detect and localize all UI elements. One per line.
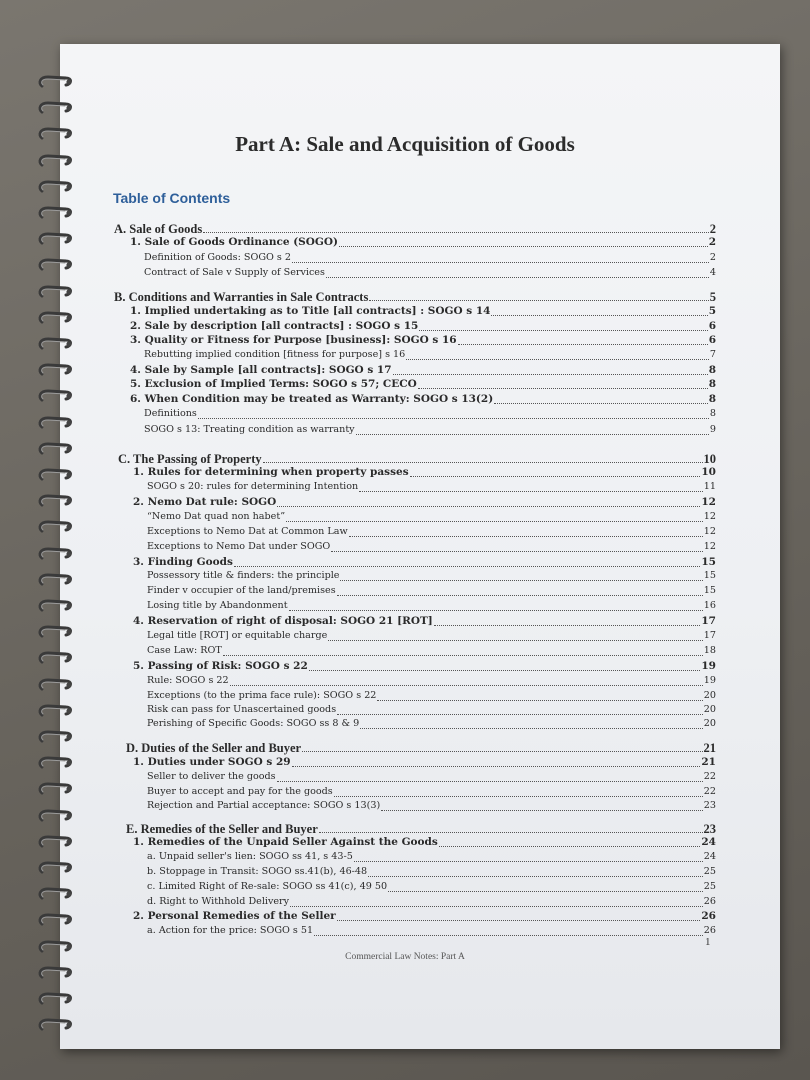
toc-entry-page: 2: [709, 252, 716, 263]
toc-entry: [130, 236, 716, 250]
binding-coil: [36, 415, 76, 429]
toc-leader-dots: [418, 388, 708, 389]
toc-entry: [147, 690, 716, 704]
toc-entry-title: Case Law: ROT: [147, 645, 222, 656]
toc-entry: [133, 910, 716, 924]
binding-coil: [36, 939, 76, 953]
toc-entry-title: B. Conditions and Warranties in Sale Contracts: [114, 290, 369, 304]
toc-entry-page: 23: [703, 800, 716, 811]
toc-entry-page: 15: [703, 585, 716, 596]
binding-coil: [36, 572, 76, 586]
toc-entry: [133, 615, 716, 629]
toc-entry-title: SOGO s 20: rules for determining Intention: [147, 481, 359, 492]
toc-entry-title: Losing title by Abandonment: [147, 600, 288, 611]
toc-leader-dots: [326, 277, 709, 278]
toc-entry-title: SOGO s 13: Treating condition as warranty: [144, 424, 355, 435]
toc-entry-page: 19: [701, 660, 716, 672]
toc-leader-dots: [349, 536, 703, 537]
binding-coil: [36, 703, 76, 717]
toc-leader-dots: [359, 491, 703, 492]
toc-entry-title: 3. Quality or Fitness for Purpose [business]: SOGO s 16: [130, 334, 457, 346]
toc-leader-dots: [277, 506, 700, 507]
toc-entry: [130, 364, 716, 378]
toc-entry-title: 1. Remedies of the Unpaid Seller Against the Goods: [133, 836, 438, 848]
toc-leader-dots: [263, 462, 703, 463]
toc-entry-title: Legal title [ROT] or equitable charge: [147, 630, 328, 641]
toc-entry-page: 21: [703, 741, 716, 755]
toc-entry-title: “Nemo Dat quad non habet”: [147, 511, 286, 522]
binding-coil: [36, 546, 76, 560]
toc-entry-page: 17: [703, 630, 716, 641]
toc-entry-page: 17: [701, 615, 716, 627]
toc-leader-dots: [328, 640, 702, 641]
binding-coil: [36, 231, 76, 245]
binding-coil: [36, 467, 76, 481]
toc-entry: [147, 645, 716, 659]
toc-entry: [130, 393, 716, 407]
toc-entry: [147, 704, 716, 718]
toc-entry-title: 1. Implied undertaking as to Title [all contracts] : SOGO s 14: [130, 305, 491, 317]
binding-coil: [36, 912, 76, 926]
toc-entry: [147, 866, 716, 880]
toc-entry: [126, 822, 716, 836]
toc-heading: Table of Contents: [113, 190, 231, 206]
binding-coil: [36, 519, 76, 533]
binding-coil: [36, 493, 76, 507]
toc-entry-page: 11: [703, 481, 716, 492]
binding-coil: [36, 598, 76, 612]
toc-entry-page: 21: [701, 756, 716, 768]
toc-entry-page: 26: [703, 896, 716, 907]
page-number: 1: [705, 936, 711, 948]
toc-leader-dots: [314, 935, 703, 936]
binding-coil: [36, 1017, 76, 1031]
toc-entry-title: Possessory title & finders: the principle: [147, 570, 340, 581]
toc-entry-title: 5. Passing of Risk: SOGO s 22: [133, 660, 308, 672]
binding-coil: [36, 860, 76, 874]
toc-entry-page: 20: [703, 690, 716, 701]
toc-entry-title: Exceptions (to the prima face rule): SOGO s 22: [147, 690, 377, 701]
toc-entry-title: Definition of Goods: SOGO s 2: [144, 252, 291, 263]
toc-entry-title: Seller to deliver the goods: [147, 771, 276, 782]
toc-entry-title: Definitions: [144, 408, 197, 419]
toc-entry: [147, 800, 716, 814]
toc-entry-title: 2. Personal Remedies of the Seller: [133, 910, 336, 922]
binding-coil: [36, 677, 76, 691]
toc-leader-dots: [230, 685, 703, 686]
toc-leader-dots: [494, 403, 708, 404]
toc-entry: [114, 290, 716, 304]
toc-entry-title: d. Right to Withhold Delivery: [147, 896, 290, 907]
toc-entry: [144, 252, 716, 266]
toc-leader-dots: [381, 810, 703, 811]
page-footer: Commercial Law Notes: Part A: [345, 952, 465, 962]
toc-entry-title: Finder v occupier of the land/premises: [147, 585, 336, 596]
toc-entry-page: 7: [709, 349, 716, 360]
toc-leader-dots: [439, 846, 701, 847]
toc-entry-title: 4. Reservation of right of disposal: SOGO 21 [ROT]: [133, 615, 433, 627]
toc-leader-dots: [234, 566, 700, 567]
toc-leader-dots: [410, 476, 701, 477]
toc-entry-title: Rejection and Partial acceptance: SOGO s 13(3): [147, 800, 381, 811]
toc-entry-page: 9: [709, 424, 716, 435]
toc-entry-page: 24: [701, 836, 716, 848]
toc-entry: [133, 556, 716, 570]
toc-entry-page: 15: [703, 570, 716, 581]
toc-entry-page: 5: [709, 290, 716, 304]
toc-entry-title: a. Action for the price: SOGO s 51: [147, 925, 314, 936]
binding-coil: [36, 441, 76, 455]
toc-entry-page: 12: [701, 496, 716, 508]
binding-coil: [36, 650, 76, 664]
toc-leader-dots: [354, 861, 703, 862]
toc-entry-title: Exceptions to Nemo Dat under SOGO: [147, 541, 331, 552]
toc-leader-dots: [203, 232, 709, 233]
toc-entry: [130, 378, 716, 392]
toc-entry-title: D. Duties of the Seller and Buyer: [126, 741, 302, 755]
toc-leader-dots: [319, 832, 703, 833]
toc-entry-title: C. The Passing of Property: [118, 452, 262, 466]
toc-entry-page: 25: [703, 881, 716, 892]
binding-coil: [36, 257, 76, 271]
toc-entry: [147, 541, 716, 555]
toc-entry-title: Perishing of Specific Goods: SOGO ss 8 & 9: [147, 718, 360, 729]
toc-entry: [126, 741, 716, 755]
toc-entry-title: Rule: SOGO s 22: [147, 675, 229, 686]
toc-leader-dots: [369, 300, 708, 301]
toc-entry-page: 4: [709, 267, 716, 278]
toc-entry: [147, 896, 716, 910]
binding-coil: [36, 781, 76, 795]
toc-leader-dots: [368, 876, 703, 877]
binding-coil: [36, 624, 76, 638]
toc-entry-title: 1. Rules for determining when property passes: [133, 466, 409, 478]
toc-leader-dots: [302, 751, 702, 752]
toc-leader-dots: [360, 728, 703, 729]
toc-leader-dots: [289, 610, 703, 611]
toc-entry-title: 3. Finding Goods: [133, 556, 233, 568]
toc-entry-page: 25: [703, 866, 716, 877]
toc-entry-title: c. Limited Right of Re-sale: SOGO ss 41(c), 49 50: [147, 881, 388, 892]
toc-leader-dots: [334, 796, 703, 797]
toc-entry-title: Rebutting implied condition [fitness for purpose] s 16: [144, 349, 406, 360]
toc-leader-dots: [491, 315, 707, 316]
toc-entry: [147, 786, 716, 800]
toc-leader-dots: [340, 580, 702, 581]
toc-entry: [144, 267, 716, 281]
toc-entry-page: 10: [701, 466, 716, 478]
binding-coil: [36, 284, 76, 298]
toc-entry: [133, 496, 716, 510]
toc-entry: [147, 630, 716, 644]
toc-entry: [147, 771, 716, 785]
toc-entry-page: 23: [703, 822, 716, 836]
toc-leader-dots: [337, 920, 701, 921]
toc-entry: [147, 526, 716, 540]
toc-leader-dots: [419, 330, 707, 331]
toc-entry-title: Exceptions to Nemo Dat at Common Law: [147, 526, 348, 537]
toc-leader-dots: [434, 625, 701, 626]
binding-coil: [36, 965, 76, 979]
toc-leader-dots: [223, 655, 703, 656]
toc-entry: [147, 600, 716, 614]
toc-leader-dots: [388, 891, 703, 892]
toc-leader-dots: [277, 781, 703, 782]
toc-entry: [144, 349, 716, 363]
toc-leader-dots: [292, 262, 709, 263]
binding-coil: [36, 834, 76, 848]
binding-coil: [36, 100, 76, 114]
toc-entry-page: 6: [708, 320, 716, 332]
toc-entry-page: 2: [709, 222, 716, 236]
binding-coil: [36, 991, 76, 1005]
toc-entry-page: 10: [703, 452, 716, 466]
toc-entry: [118, 452, 716, 466]
toc-entry-title: Risk can pass for Unascertained goods: [147, 704, 337, 715]
binding-coil: [36, 205, 76, 219]
toc-entry-page: 6: [708, 334, 716, 346]
toc-entry-page: 12: [703, 541, 716, 552]
toc-entry: [130, 320, 716, 334]
toc-entry-page: 22: [703, 771, 716, 782]
toc-entry-page: 20: [703, 704, 716, 715]
toc-entry: [147, 925, 716, 939]
toc-leader-dots: [393, 374, 708, 375]
toc-entry: [144, 408, 716, 422]
binding-coil: [36, 729, 76, 743]
toc-entry: [147, 881, 716, 895]
binding-coil: [36, 808, 76, 822]
toc-entry-page: 24: [703, 851, 716, 862]
toc-entry: [114, 222, 716, 236]
toc-entry-title: 2. Sale by description [all contracts] : SOGO s 15: [130, 320, 419, 332]
toc-entry: [147, 570, 716, 584]
toc-leader-dots: [337, 714, 703, 715]
toc-entry-page: 26: [703, 925, 716, 936]
toc-entry-title: b. Stoppage in Transit: SOGO ss.41(b), 46-48: [147, 866, 368, 877]
toc-entry-page: 19: [703, 675, 716, 686]
binding-coil: [36, 755, 76, 769]
toc-entry: [144, 424, 716, 438]
toc-entry: [133, 836, 716, 850]
toc-leader-dots: [458, 344, 708, 345]
document-title: Part A: Sale and Acquisition of Goods: [235, 132, 575, 156]
toc-entry: [147, 851, 716, 865]
toc-entry-page: 22: [703, 786, 716, 797]
toc-entry-page: 8: [708, 364, 716, 376]
binding-coil: [36, 362, 76, 376]
toc-leader-dots: [309, 670, 701, 671]
toc-leader-dots: [286, 521, 703, 522]
toc-entry-page: 16: [703, 600, 716, 611]
toc-entry: [130, 305, 716, 319]
binding-coil: [36, 310, 76, 324]
toc-entry-title: 1. Duties under SOGO s 29: [133, 756, 291, 768]
toc-entry-page: 5: [708, 305, 716, 317]
toc-entry-title: 2. Nemo Dat rule: SOGO: [133, 496, 277, 508]
toc-entry-title: 1. Sale of Goods Ordinance (SOGO): [130, 236, 338, 248]
toc-entry-page: 8: [709, 408, 716, 419]
toc-entry-page: 20: [703, 718, 716, 729]
toc-entry-title: Buyer to accept and pay for the goods: [147, 786, 333, 797]
binding-coil: [36, 886, 76, 900]
toc-entry-title: E. Remedies of the Seller and Buyer: [126, 822, 318, 836]
toc-entry-page: 8: [708, 393, 716, 405]
toc-entry: [147, 511, 716, 525]
toc-entry-title: 6. When Condition may be treated as Warranty: SOGO s 13(2): [130, 393, 494, 405]
toc-entry: [133, 660, 716, 674]
toc-leader-dots: [198, 418, 709, 419]
toc-leader-dots: [292, 766, 701, 767]
toc-entry: [147, 718, 716, 732]
toc-entry-title: a. Unpaid seller's lien: SOGO ss 41, s 43-5: [147, 851, 353, 862]
toc-entry-page: 15: [701, 556, 716, 568]
toc-entry: [147, 585, 716, 599]
toc-entry-title: 5. Exclusion of Implied Terms: SOGO s 57; CECO: [130, 378, 417, 390]
toc-entry-page: 26: [701, 910, 716, 922]
toc-leader-dots: [337, 595, 703, 596]
binding-coil: [36, 336, 76, 350]
toc-leader-dots: [406, 359, 709, 360]
toc-leader-dots: [356, 434, 709, 435]
toc-entry-page: 8: [708, 378, 716, 390]
toc-leader-dots: [339, 246, 708, 247]
toc-entry-page: 12: [703, 526, 716, 537]
binding-coil: [36, 388, 76, 402]
toc-entry-title: 4. Sale by Sample [all contracts]: SOGO s 17: [130, 364, 392, 376]
toc-leader-dots: [290, 906, 703, 907]
binding-coil: [36, 74, 76, 88]
toc-leader-dots: [331, 551, 703, 552]
toc-entry-title: Contract of Sale v Supply of Services: [144, 267, 325, 278]
toc-entry-page: 18: [703, 645, 716, 656]
binding-coil: [36, 179, 76, 193]
toc-entry: [133, 466, 716, 480]
toc-entry-title: A. Sale of Goods: [114, 222, 203, 236]
toc-entry: [130, 334, 716, 348]
toc-entry-page: 12: [703, 511, 716, 522]
toc-entry: [147, 481, 716, 495]
toc-entry-page: 2: [708, 236, 716, 248]
toc-leader-dots: [377, 700, 702, 701]
toc-entry: [133, 756, 716, 770]
toc-entry: [147, 675, 716, 689]
